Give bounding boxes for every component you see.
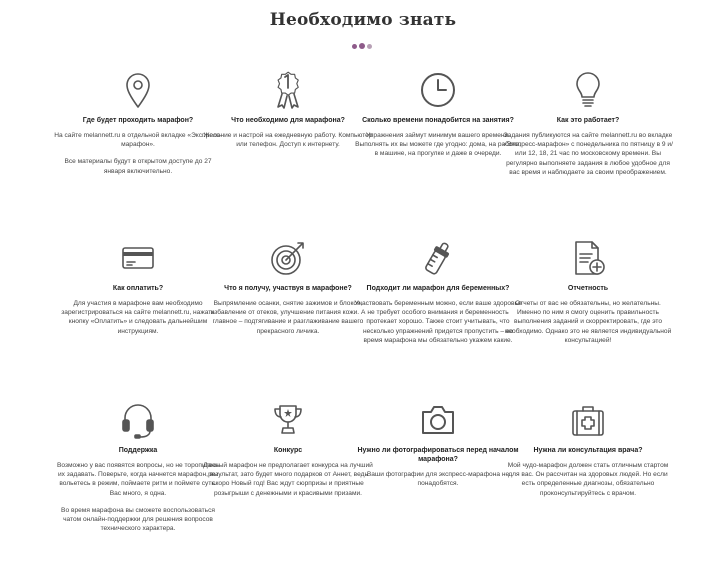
trophy-cup-icon <box>268 400 308 440</box>
clock-icon <box>418 70 458 110</box>
card-paragraph: Во время марафона вы сможете воспользоваться чатом онлайн-поддержки для решения вопросов технического характера. <box>61 506 215 533</box>
page-title: Необходимо знать <box>269 10 457 30</box>
card-paragraph: Участвовать беременным можно, если ваше здоровье не требует особого внимания и беременность протекает хорошо. Также стоит учитывать, что несколько упражнений придется пропустить – во время марафона мы обязательно укажем какие. <box>354 300 522 344</box>
card-text <box>203 131 373 149</box>
card-paragraph: Задания публикуются на сайте melannett.ru во вкладке «Экспресс-марафон» с понедельника по пятницу в 9 и/или 12, 18, 21 час по московскому времени. Вы регулярно выполняете задания в любое удобное для вас время и наблюдаете за своим преображением. <box>503 132 673 176</box>
card-paragraph: Желание и настрой на ежедневную работу. Компьютер или телефон. Доступ к интернету. <box>203 132 373 149</box>
card-title: Конкурс <box>273 447 303 454</box>
card-title: Как оплатить? <box>112 285 164 292</box>
award-ribbon-icon <box>268 70 308 110</box>
info-card-benefits <box>203 238 373 336</box>
card-paragraph: Данный марафон не предполагает конкурса на лучший результат, зато будет много подарков от Аннет, ведь скоро Новый год! Вас ждут сюрпризы и приятные розыгрыши с денежными и красивыми призами. <box>203 462 373 497</box>
card-text <box>353 131 523 159</box>
card-paragraph: Выпрямление осанки, снятие зажимов и блоков, избавление от отеков, улучшение питания кожи. А главное – подтягивание и разглаживание вашего прекрасного личика. <box>210 300 366 335</box>
card-text <box>353 470 523 488</box>
card-title: Что необходимо для марафона? <box>231 117 345 124</box>
info-card-where <box>53 70 223 176</box>
credit-card-icon <box>118 238 158 278</box>
first-aid-kit-icon <box>568 400 608 440</box>
card-paragraph: На сайте melannett.ru в отдельной вкладке «Экспресс-марафон». <box>54 132 222 149</box>
card-title: Подходит ли марафон для беременных? <box>366 285 510 292</box>
dot <box>367 44 372 49</box>
info-card-doctor <box>503 400 673 498</box>
title-dots-decoration <box>352 43 372 49</box>
info-card-payment <box>53 238 223 336</box>
card-text <box>503 131 673 177</box>
info-card-support <box>53 400 223 533</box>
card-paragraph: Все материалы будут в открытом доступе до 27 января включительно. <box>64 158 212 175</box>
card-title: Нужно ли фотографироваться перед началом марафона? <box>357 447 519 463</box>
info-card-how-it-works <box>503 70 673 177</box>
document-add-icon <box>568 238 608 278</box>
info-card-requirements <box>203 70 373 149</box>
card-title: Нужна ли консультация врача? <box>533 447 643 454</box>
card-title: Что я получу, участвуя в марафоне? <box>224 285 352 292</box>
light-bulb-icon <box>568 70 608 110</box>
headset-icon <box>118 400 158 440</box>
card-text <box>503 299 673 345</box>
camera-icon <box>418 400 458 440</box>
info-card-photos <box>353 400 523 488</box>
info-card-contest <box>203 400 373 498</box>
card-title: Где будет проходить марафон? <box>82 117 194 124</box>
baby-bottle-icon <box>418 238 458 278</box>
card-text <box>503 461 673 498</box>
card-paragraph: Отчеты от вас не обязательны, но желательны. Именно по ним я смогу оценить правильность выполнения заданий и скорректировать, где это необходимо. Однако это не является индивидуальной консультацией! <box>504 300 672 344</box>
card-text <box>53 299 223 336</box>
dot <box>352 44 357 49</box>
dot <box>359 43 365 49</box>
card-paragraph: Ваши фотографии для экспресс-марафона не понадобятся. <box>366 471 510 488</box>
card-paragraph: Мой чудо-марафон должен стать отличным стартом для вас. Он рассчитан на здоровых людей. Но если есть определенные диагнозы, обязательно проконсультируйтесь с врачом. <box>507 462 669 497</box>
card-title: Отчетность <box>567 285 609 292</box>
target-icon <box>268 238 308 278</box>
location-pin-icon <box>118 70 158 110</box>
card-text <box>203 299 373 336</box>
card-text <box>353 299 523 345</box>
info-card-reports <box>503 238 673 345</box>
card-title: Как это работает? <box>556 117 620 124</box>
card-title: Поддержка <box>118 447 158 454</box>
card-paragraph: Возможно у вас появятся вопросы, но не торопитесь их задавать. Поверьте, когда начнется марафон, вы вольетесь в режим, поймаете ритм и поймете суть. Вас много, я одна. <box>56 462 220 497</box>
card-text <box>203 461 373 498</box>
card-paragraph: Упражнения займут минимум вашего времени. Выполнять их вы можете где угодно: дома, на работе, в машине, на прогулке и даже в очереди. <box>355 132 521 158</box>
card-title: Сколько времени понадобится на занятия? <box>362 117 514 124</box>
card-text <box>53 131 223 176</box>
card-text <box>53 461 223 533</box>
card-paragraph: Для участия в марафоне вам необходимо зарегистрироваться на сайте melannett.ru, нажать кнопку «Оплатить» и следовать дальнейшим инструкциям. <box>61 300 215 335</box>
info-card-time <box>353 70 523 159</box>
info-card-pregnancy <box>353 238 523 345</box>
